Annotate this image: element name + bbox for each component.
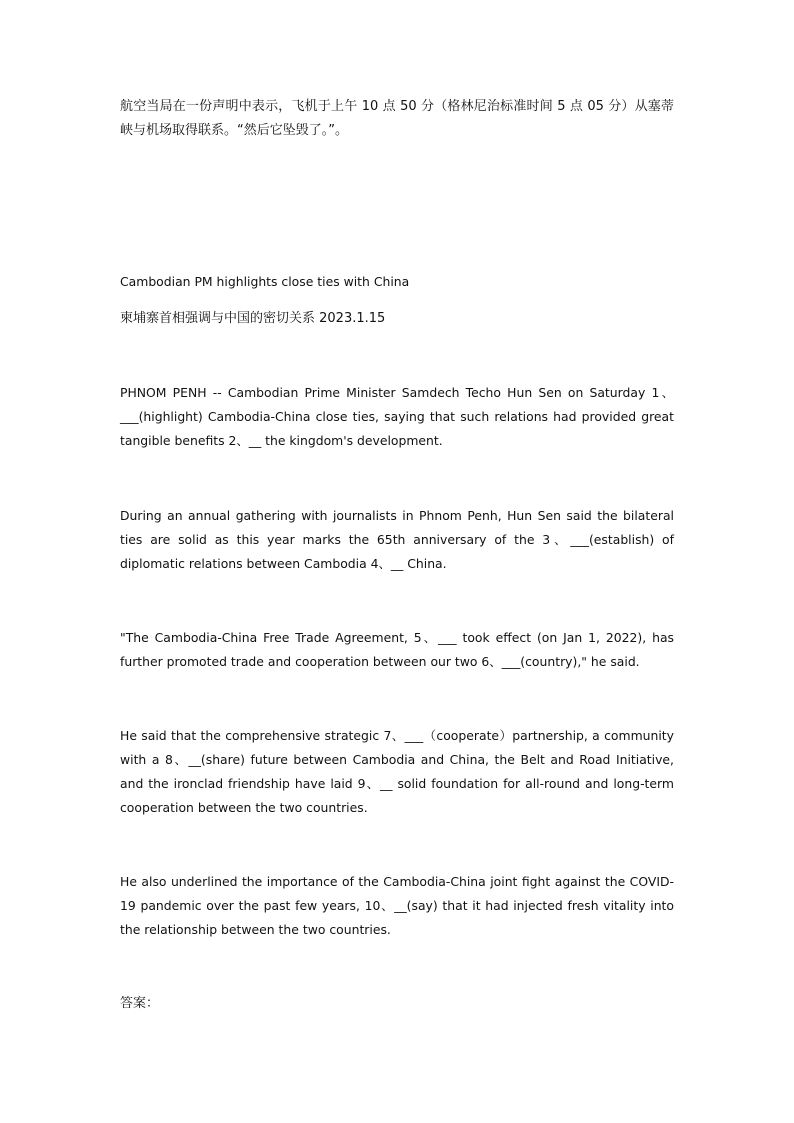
answer-label: 答案： <box>120 996 160 1011</box>
article-paragraph-4: He said that the comprehensive strategic 7、___（cooperate）partnership, a community with a 8、__(share) future between Cambodia and China, the Belt and Road Initiative, and the ironclad friendship have laid 9、__ solid foundation for all-round and long-term cooperation between the two countries. <box>120 728 674 815</box>
intro-paragraph-cn: 航空当局在一份声明中表示，飞机于上午 10 点 50 分（格林尼治标准时间 5 点 05 分）从塞蒂峡与机场取得联系。“然后它坠毁了。”。 <box>120 99 674 138</box>
article-paragraph-2: During an annual gathering with journalists in Phnom Penh, Hun Sen said the bilateral ties are solid as this year marks the 65th anniversary of the 3、___(establish) of diplomatic relations between Cambodia 4、__ China. <box>120 508 674 571</box>
article-paragraph-1: PHNOM PENH -- Cambodian Prime Minister Samdech Techo Hun Sen on Saturday 1、___(highlight) Cambodia-China close ties, saying that such relations had provided great tangible benefits 2、__ the kingdom's development. <box>120 385 674 448</box>
article-paragraph-5: He also underlined the importance of the Cambodia-China joint fight against the COVID-19 pandemic over the past few years, 10、__(say) that it had injected fresh vitality into the relationship between the two countries. <box>120 874 674 937</box>
article-title-en: Cambodian PM highlights close ties with China <box>120 274 410 289</box>
article-title-cn: 柬埔寨首相强调与中国的密切关系 2023.1.15 <box>120 311 386 326</box>
article-paragraph-3: "The Cambodia-China Free Trade Agreement, 5、___ took effect (on Jan 1, 2022), has further promoted trade and cooperation between our two 6、___(country)," he said. <box>120 630 674 669</box>
